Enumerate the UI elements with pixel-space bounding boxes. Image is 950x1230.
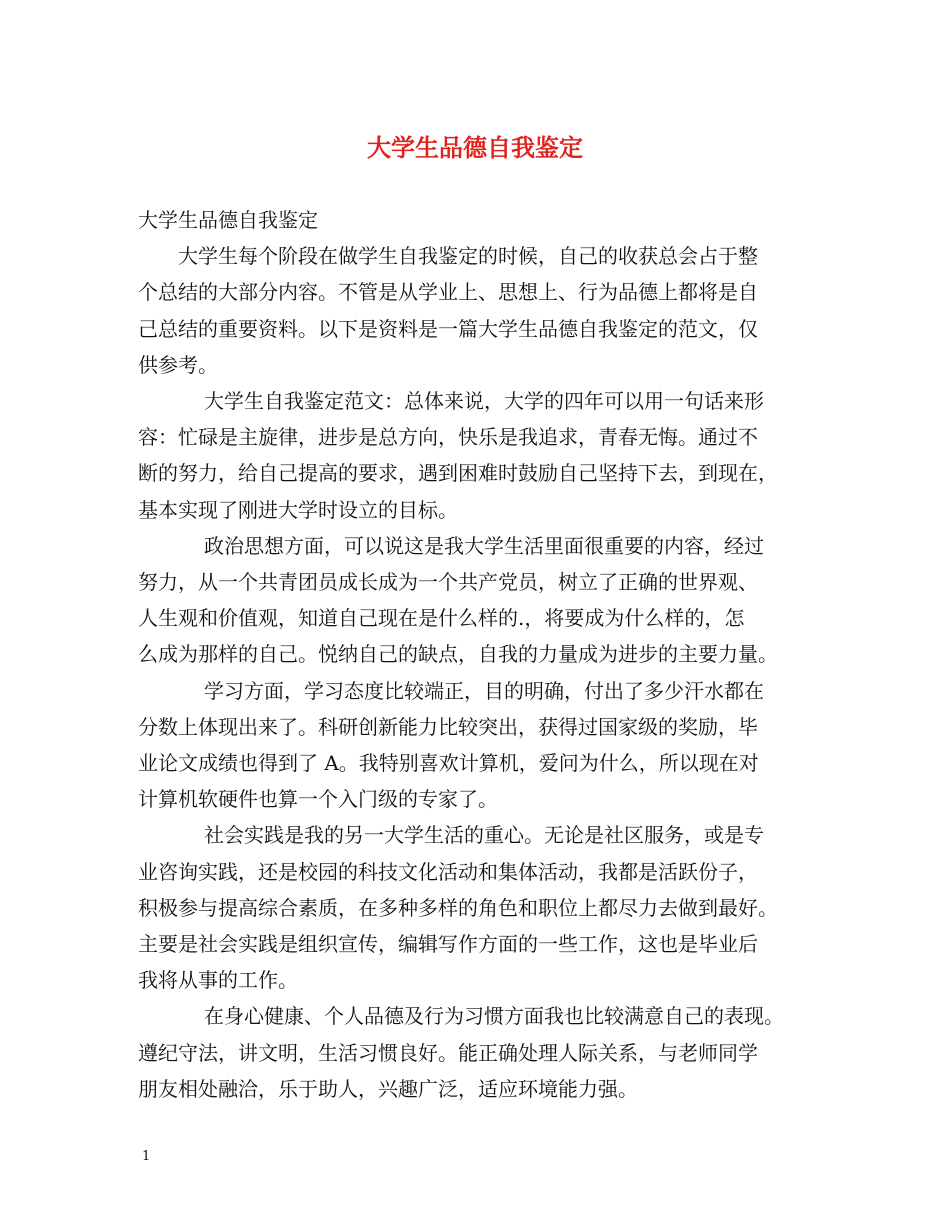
paragraph-line: 计算机软硬件也算一个入门级的专家了。: [138, 787, 498, 812]
paragraph-line: 分数上体现出来了。科研创新能力比较突出，获得过国家级的奖励，毕: [138, 714, 758, 739]
paragraph-line: 努力，从一个共青团员成长成为一个共产党员，树立了正确的世界观、: [138, 570, 758, 595]
paragraph-line: 基本实现了刚进大学时设立的目标。: [138, 497, 458, 522]
paragraph-line: 业论文成绩也得到了 A。我特别喜欢计算机，爱问为什么，所以现在对: [138, 751, 759, 776]
subtitle-line: 大学生品德自我鉴定: [138, 208, 318, 232]
paragraph-line: 大学生自我鉴定范文：总体来说，大学的四年可以用一句话来形: [204, 389, 764, 414]
paragraph-line: 么成为那样的自己。悦纳自己的缺点，自我的力量成为进步的主要力量。: [138, 642, 778, 667]
paragraph-study: [138, 673, 828, 818]
paragraph-line: 大学生每个阶段在做学生自我鉴定的时候，自己的收获总会占于整: [178, 244, 758, 269]
paragraph-line: 在身心健康、个人品德及行为习惯方面我也比较满意自己的表现。: [204, 1004, 784, 1029]
paragraph-line: 个总结的大部分内容。不管是从学业上、思想上、行为品德上都将是自: [138, 280, 758, 305]
paragraph-line: 政治思想方面，可以说这是我大学生活里面很重要的内容，经过: [204, 533, 764, 558]
paragraph-line: 供参考。: [138, 352, 218, 377]
paragraph-line: 主要是社会实践是组织宣传，编辑写作方面的一些工作，这也是毕业后: [138, 932, 758, 957]
page-number: 1: [142, 1149, 151, 1164]
paragraph-line: 积极参与提高综合素质，在多种多样的角色和职位上都尽力去做到最好。: [138, 895, 778, 920]
paragraph-line: 遵纪守法，讲文明，生活习惯良好。能正确处理人际关系，与老师同学: [138, 1040, 758, 1065]
paragraph-politics: [138, 528, 828, 673]
paragraph-health: [138, 998, 828, 1107]
paragraph-summary: [138, 383, 828, 528]
paragraph-line: 学习方面，学习态度比较端正，目的明确，付出了多少汗水都在: [204, 678, 764, 703]
document-body: [138, 202, 828, 1107]
document-subtitle: [138, 202, 828, 238]
document-title: 大学生品德自我鉴定: [367, 133, 583, 162]
paragraph-line: 己总结的重要资料。以下是资料是一篇大学生品德自我鉴定的范文，仅: [138, 316, 758, 341]
paragraph-line: 人生观和价值观，知道自己现在是什么样的.，将要成为什么样的，怎: [138, 606, 745, 631]
paragraph-line: 断的努力，给自己提高的要求，遇到困难时鼓励自己坚持下去，到现在，: [138, 461, 778, 486]
paragraph-line: 我将从事的工作。: [138, 968, 298, 993]
paragraph-line: 容：忙碌是主旋律，进步是总方向，快乐是我追求，青春无悔。通过不: [138, 425, 758, 450]
paragraph-line: 社会实践是我的另一大学生活的重心。无论是社区服务，或是专: [204, 823, 764, 848]
paragraph-line: 业咨询实践，还是校园的科技文化活动和集体活动，我都是活跃份子，: [138, 859, 758, 884]
paragraph-line: 朋友相处融洽，乐于助人，兴趣广泛，适应环境能力强。: [138, 1076, 638, 1101]
paragraph-intro: [138, 238, 828, 383]
paragraph-practice: [138, 817, 828, 998]
